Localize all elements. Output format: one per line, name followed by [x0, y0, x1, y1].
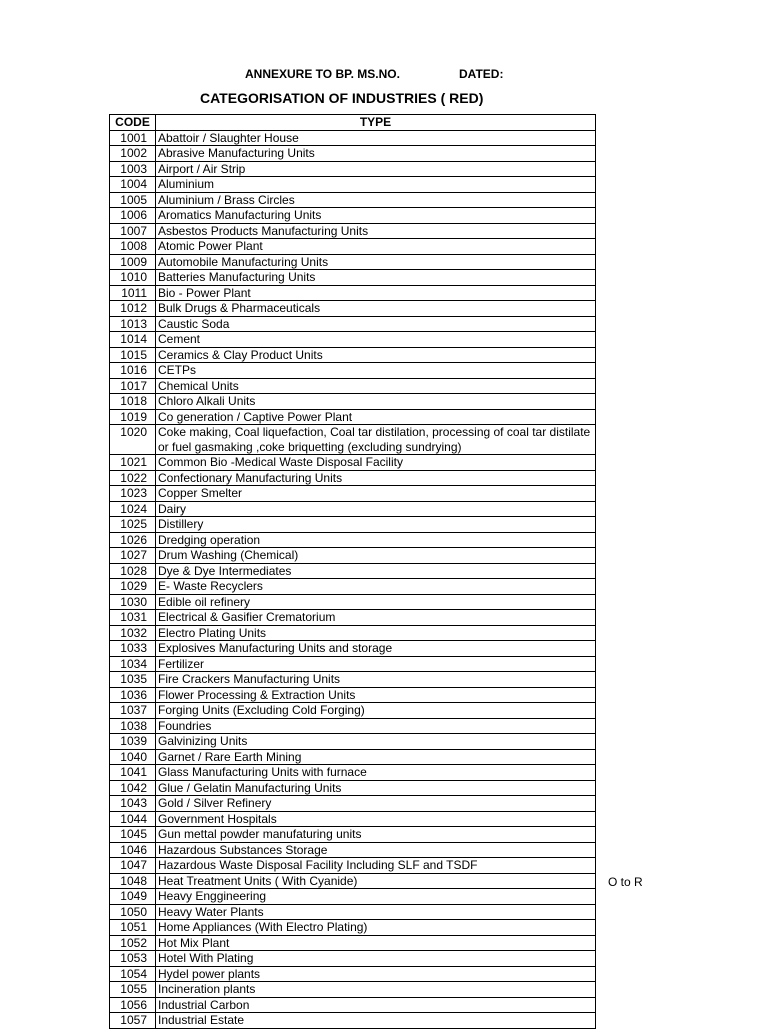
industry-code-cell: 1040	[110, 749, 156, 765]
industry-code-cell: 1017	[110, 378, 156, 394]
industry-type-cell: Batteries Manufacturing Units	[156, 270, 596, 286]
industry-type-cell: Garnet / Rare Earth Mining	[156, 749, 596, 765]
industry-code-cell: 1025	[110, 517, 156, 533]
table-row	[110, 161, 596, 177]
industry-type-cell: Hotel With Plating	[156, 951, 596, 967]
table-row	[110, 920, 596, 936]
industry-code-cell: 1041	[110, 765, 156, 781]
table-row	[110, 873, 596, 889]
industry-type-cell: Asbestos Products Manufacturing Units	[156, 223, 596, 239]
industry-type-cell: Industrial Carbon	[156, 997, 596, 1013]
industry-type-cell: Hazardous Substances Storage	[156, 842, 596, 858]
industry-type-cell: Home Appliances (With Electro Plating)	[156, 920, 596, 936]
table-row	[110, 532, 596, 548]
industry-type-cell: Foundries	[156, 718, 596, 734]
industry-type-cell: Aluminium / Brass Circles	[156, 192, 596, 208]
industry-code-cell: 1023	[110, 486, 156, 502]
industry-type-cell: Automobile Manufacturing Units	[156, 254, 596, 270]
industry-code-cell: 1042	[110, 780, 156, 796]
table-row	[110, 239, 596, 255]
industry-code-cell: 1022	[110, 470, 156, 486]
annexure-line	[245, 67, 504, 81]
table-row	[110, 425, 596, 455]
industry-code-cell: 1015	[110, 347, 156, 363]
table-row	[110, 594, 596, 610]
table-row	[110, 827, 596, 843]
industry-code-cell: 1054	[110, 966, 156, 982]
industry-type-cell: Caustic Soda	[156, 316, 596, 332]
column-header-type: TYPE	[156, 115, 596, 131]
table-row	[110, 285, 596, 301]
industry-type-cell: Copper Smelter	[156, 486, 596, 502]
industry-code-cell: 1050	[110, 904, 156, 920]
industry-type-cell: Forging Units (Excluding Cold Forging)	[156, 703, 596, 719]
industry-code-cell: 1033	[110, 641, 156, 657]
annexure-label: ANNEXURE TO BP. MS.NO.	[245, 67, 400, 81]
table-row	[110, 486, 596, 502]
industry-code-cell: 1004	[110, 177, 156, 193]
industry-type-cell: E- Waste Recyclers	[156, 579, 596, 595]
table-row	[110, 765, 596, 781]
industry-code-cell: 1029	[110, 579, 156, 595]
table-row	[110, 455, 596, 471]
table-row	[110, 672, 596, 688]
table-row	[110, 796, 596, 812]
table-row	[110, 718, 596, 734]
industry-type-cell: Fire Crackers Manufacturing Units	[156, 672, 596, 688]
industry-type-cell: Bio - Power Plant	[156, 285, 596, 301]
industry-type-cell: Government Hospitals	[156, 811, 596, 827]
industry-code-cell: 1057	[110, 1013, 156, 1029]
page-title: CATEGORISATION OF INDUSTRIES ( RED)	[200, 90, 484, 106]
industry-type-cell: Ceramics & Clay Product Units	[156, 347, 596, 363]
table-row	[110, 951, 596, 967]
industry-code-cell: 1055	[110, 982, 156, 998]
industry-type-cell: Flower Processing & Extraction Units	[156, 687, 596, 703]
industry-code-cell: 1036	[110, 687, 156, 703]
table-row	[110, 363, 596, 379]
industry-code-cell: 1016	[110, 363, 156, 379]
table-row	[110, 579, 596, 595]
industry-type-cell: Galvinizing Units	[156, 734, 596, 750]
table-header-row	[110, 115, 596, 131]
table-row	[110, 1013, 596, 1029]
industry-type-cell: Coke making, Coal liquefaction, Coal tar distilation, processing of coal tar distilate or fuel gasmaking ,coke briquetting (excluding sundrying)	[156, 425, 596, 455]
industry-type-cell: Drum Washing (Chemical)	[156, 548, 596, 564]
industry-type-cell: Industrial Estate	[156, 1013, 596, 1029]
table-row	[110, 347, 596, 363]
industry-type-cell: Heat Treatment Units ( With Cyanide)	[156, 873, 596, 889]
table-row	[110, 858, 596, 874]
table-row	[110, 889, 596, 905]
table-row	[110, 935, 596, 951]
industry-code-cell: 1034	[110, 656, 156, 672]
table-row	[110, 811, 596, 827]
industry-code-cell: 1051	[110, 920, 156, 936]
industry-code-cell: 1049	[110, 889, 156, 905]
table-row	[110, 548, 596, 564]
column-header-code: CODE	[110, 115, 156, 131]
industry-code-cell: 1035	[110, 672, 156, 688]
industry-type-cell: Incineration plants	[156, 982, 596, 998]
industry-code-cell: 1026	[110, 532, 156, 548]
table-row	[110, 734, 596, 750]
industry-type-cell: Explosives Manufacturing Units and storage	[156, 641, 596, 657]
industry-type-cell: Chemical Units	[156, 378, 596, 394]
industry-code-cell: 1032	[110, 625, 156, 641]
industry-code-cell: 1053	[110, 951, 156, 967]
table-row	[110, 703, 596, 719]
industry-code-cell: 1013	[110, 316, 156, 332]
dated-label: DATED:	[459, 67, 504, 81]
industry-code-cell: 1020	[110, 425, 156, 455]
industry-type-cell: Electrical & Gasifier Crematorium	[156, 610, 596, 626]
table-row	[110, 208, 596, 224]
table-body	[110, 130, 596, 1028]
industry-code-cell: 1028	[110, 563, 156, 579]
industry-type-cell: Abrasive Manufacturing Units	[156, 146, 596, 162]
industry-code-cell: 1037	[110, 703, 156, 719]
industry-code-cell: 1044	[110, 811, 156, 827]
industry-type-cell: Hydel power plants	[156, 966, 596, 982]
industry-type-cell: Electro Plating Units	[156, 625, 596, 641]
industry-type-cell: Gun mettal powder manufaturing units	[156, 827, 596, 843]
industry-code-cell: 1038	[110, 718, 156, 734]
industry-type-cell: Aluminium	[156, 177, 596, 193]
industry-type-cell: Common Bio -Medical Waste Disposal Facility	[156, 455, 596, 471]
industry-code-cell: 1014	[110, 332, 156, 348]
industry-code-cell: 1001	[110, 130, 156, 146]
industry-type-cell: Gold / Silver Refinery	[156, 796, 596, 812]
table-row	[110, 177, 596, 193]
industry-type-cell: Dredging operation	[156, 532, 596, 548]
industry-type-cell: CETPs	[156, 363, 596, 379]
table-row	[110, 394, 596, 410]
industry-code-cell: 1003	[110, 161, 156, 177]
table-row	[110, 997, 596, 1013]
industry-type-cell: Hazardous Waste Disposal Facility Including SLF and TSDF	[156, 858, 596, 874]
table-row	[110, 641, 596, 657]
industry-code-cell: 1039	[110, 734, 156, 750]
industry-code-cell: 1046	[110, 842, 156, 858]
industry-type-cell: Fertilizer	[156, 656, 596, 672]
table-row	[110, 192, 596, 208]
industry-code-cell: 1005	[110, 192, 156, 208]
table-row	[110, 780, 596, 796]
industry-code-cell: 1056	[110, 997, 156, 1013]
industry-type-cell: Bulk Drugs & Pharmaceuticals	[156, 301, 596, 317]
table-row	[110, 316, 596, 332]
industry-code-cell: 1043	[110, 796, 156, 812]
table-row	[110, 409, 596, 425]
industry-code-cell: 1010	[110, 270, 156, 286]
industry-type-cell: Atomic Power Plant	[156, 239, 596, 255]
table-row	[110, 223, 596, 239]
industry-type-cell: Heavy Water Plants	[156, 904, 596, 920]
table-row	[110, 904, 596, 920]
table-row	[110, 966, 596, 982]
industry-type-cell: Airport / Air Strip	[156, 161, 596, 177]
industry-type-cell: Heavy Enggineering	[156, 889, 596, 905]
table-row	[110, 749, 596, 765]
industry-type-cell: Edible oil refinery	[156, 594, 596, 610]
industry-code-cell: 1047	[110, 858, 156, 874]
table-row	[110, 146, 596, 162]
table-row	[110, 842, 596, 858]
industry-code-cell: 1018	[110, 394, 156, 410]
table-row	[110, 501, 596, 517]
industry-type-cell: Hot Mix Plant	[156, 935, 596, 951]
table-row	[110, 470, 596, 486]
table-row	[110, 517, 596, 533]
industry-code-cell: 1011	[110, 285, 156, 301]
industry-code-cell: 1009	[110, 254, 156, 270]
industry-type-cell: Dye & Dye Intermediates	[156, 563, 596, 579]
industry-code-cell: 1012	[110, 301, 156, 317]
industry-code-cell: 1048	[110, 873, 156, 889]
industries-table	[109, 114, 596, 1029]
table-row	[110, 254, 596, 270]
industry-code-cell: 1002	[110, 146, 156, 162]
table-row	[110, 982, 596, 998]
industry-type-cell: Distillery	[156, 517, 596, 533]
table-row	[110, 610, 596, 626]
industry-type-cell: Glue / Gelatin Manufacturing Units	[156, 780, 596, 796]
industry-type-cell: Aromatics Manufacturing Units	[156, 208, 596, 224]
industry-type-cell: Chloro Alkali Units	[156, 394, 596, 410]
table-row	[110, 332, 596, 348]
industry-code-cell: 1027	[110, 548, 156, 564]
industry-code-cell: 1031	[110, 610, 156, 626]
table-row	[110, 563, 596, 579]
industry-type-cell: Co generation / Captive Power Plant	[156, 409, 596, 425]
industry-code-cell: 1008	[110, 239, 156, 255]
industry-code-cell: 1019	[110, 409, 156, 425]
industry-type-cell: Glass Manufacturing Units with furnace	[156, 765, 596, 781]
industry-code-cell: 1030	[110, 594, 156, 610]
industries-table-container	[109, 114, 595, 1029]
industry-code-cell: 1024	[110, 501, 156, 517]
side-note: O to R	[608, 875, 643, 889]
industry-code-cell: 1006	[110, 208, 156, 224]
table-row	[110, 625, 596, 641]
table-row	[110, 378, 596, 394]
industry-type-cell: Cement	[156, 332, 596, 348]
table-row	[110, 130, 596, 146]
industry-type-cell: Abattoir / Slaughter House	[156, 130, 596, 146]
table-row	[110, 301, 596, 317]
industry-code-cell: 1007	[110, 223, 156, 239]
table-row	[110, 270, 596, 286]
industry-code-cell: 1052	[110, 935, 156, 951]
table-row	[110, 687, 596, 703]
table-row	[110, 656, 596, 672]
industry-type-cell: Dairy	[156, 501, 596, 517]
industry-type-cell: Confectionary Manufacturing Units	[156, 470, 596, 486]
industry-code-cell: 1045	[110, 827, 156, 843]
industry-code-cell: 1021	[110, 455, 156, 471]
